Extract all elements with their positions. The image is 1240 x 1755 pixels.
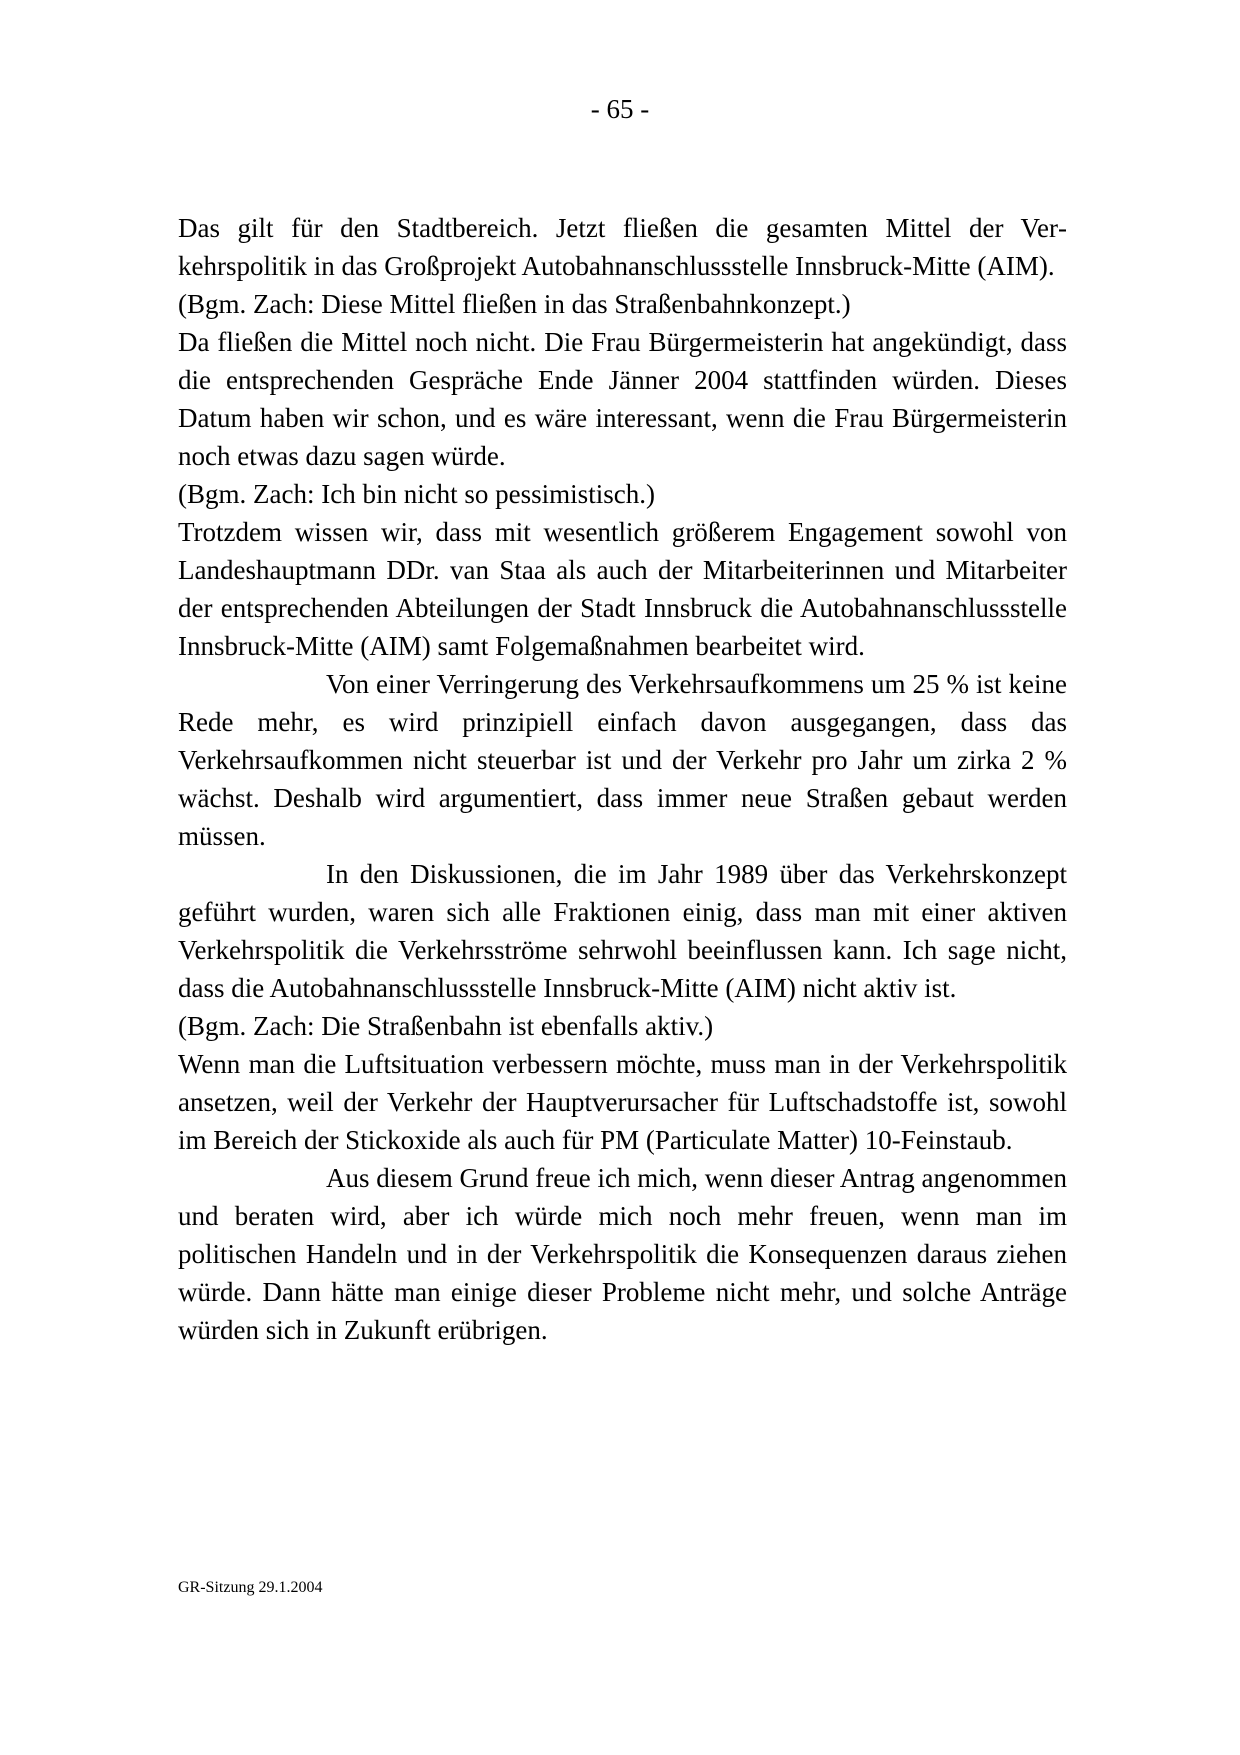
document-body: [178, 209, 1067, 1349]
paragraph: Von einer Verringerung des Verkehrsaufkommens um 25 % ist keine Rede mehr, es wird prinzipiell einfach davon ausgegangen, dass das Verkehrsaufkommen nicht steuerbar ist und der Verkehr pro Jahr um zirka 2 % wächst. Deshalb wird argumentiert, dass immer neue Straßen gebaut werden müssen.: [178, 669, 1067, 851]
paragraph: Wenn man die Luftsituation verbessern möchte, muss man in der Verkehrspolitik ansetzen, weil der Verkehr der Hauptverursacher für Luftschadstoffe ist, sowohl im Bereich der Stickoxide als auch für PM (Particulate Matter) 10-Feinstaub.: [178, 1049, 1067, 1155]
paragraph: Aus diesem Grund freue ich mich, wenn dieser Antrag angenommen und beraten wird, aber ich würde mich noch mehr freuen, wenn man im politischen Handeln und in der Verkehrspolitik die Konsequenzen daraus ziehen würde. Dann hätte man einige dieser Probleme nicht mehr, und solche Anträge würden sich in Zukunft erübrigen.: [178, 1163, 1067, 1345]
paragraph: In den Diskussionen, die im Jahr 1989 über das Verkehrskonzept geführt wurden, waren sich alle Fraktionen einig, dass man mit einer aktiven Verkehrspolitik die Verkehrsströme sehrwohl beeinflussen kann. Ich sage nicht, dass die Autobahnanschlussstelle Innsbruck-Mitte (AIM) nicht aktiv ist.: [178, 859, 1067, 1003]
footer-session-date: GR-Sitzung 29.1.2004: [178, 1579, 323, 1596]
paragraph: Das gilt für den Stadtbereich. Jetzt fließen die gesamten Mittel der Verkehrspolitik in das Großprojekt Autobahnanschlussstelle Innsbruck-Mitte (AIM).: [178, 213, 1067, 281]
interjection: (Bgm. Zach: Diese Mittel fließen in das Straßenbahnkonzept.): [178, 289, 851, 319]
paragraph: Trotzdem wissen wir, dass mit wesentlich größerem Engagement sowohl von Landeshauptmann DDr. van Staa als auch der Mitarbeiterinnen und Mitarbeiter der entsprechenden Abteilungen der Stadt Innsbruck die Autobahnanschlussstelle Innsbruck-Mitte (AIM) samt Folgemaßnahmen bearbeitet wird.: [178, 517, 1067, 661]
interjection: (Bgm. Zach: Ich bin nicht so pessimistisch.): [178, 479, 655, 509]
page-number: - 65 -: [590, 94, 650, 124]
interjection: (Bgm. Zach: Die Straßenbahn ist ebenfalls aktiv.): [178, 1011, 714, 1041]
paragraph: Da fließen die Mittel noch nicht. Die Frau Bürgermeisterin hat angekündigt, dass die entsprechenden Gespräche Ende Jänner 2004 stattfinden würden. Dieses Datum haben wir schon, und es wäre interessant, wenn die Frau Bürgermeisterin noch etwas dazu sagen würde.: [178, 327, 1067, 471]
